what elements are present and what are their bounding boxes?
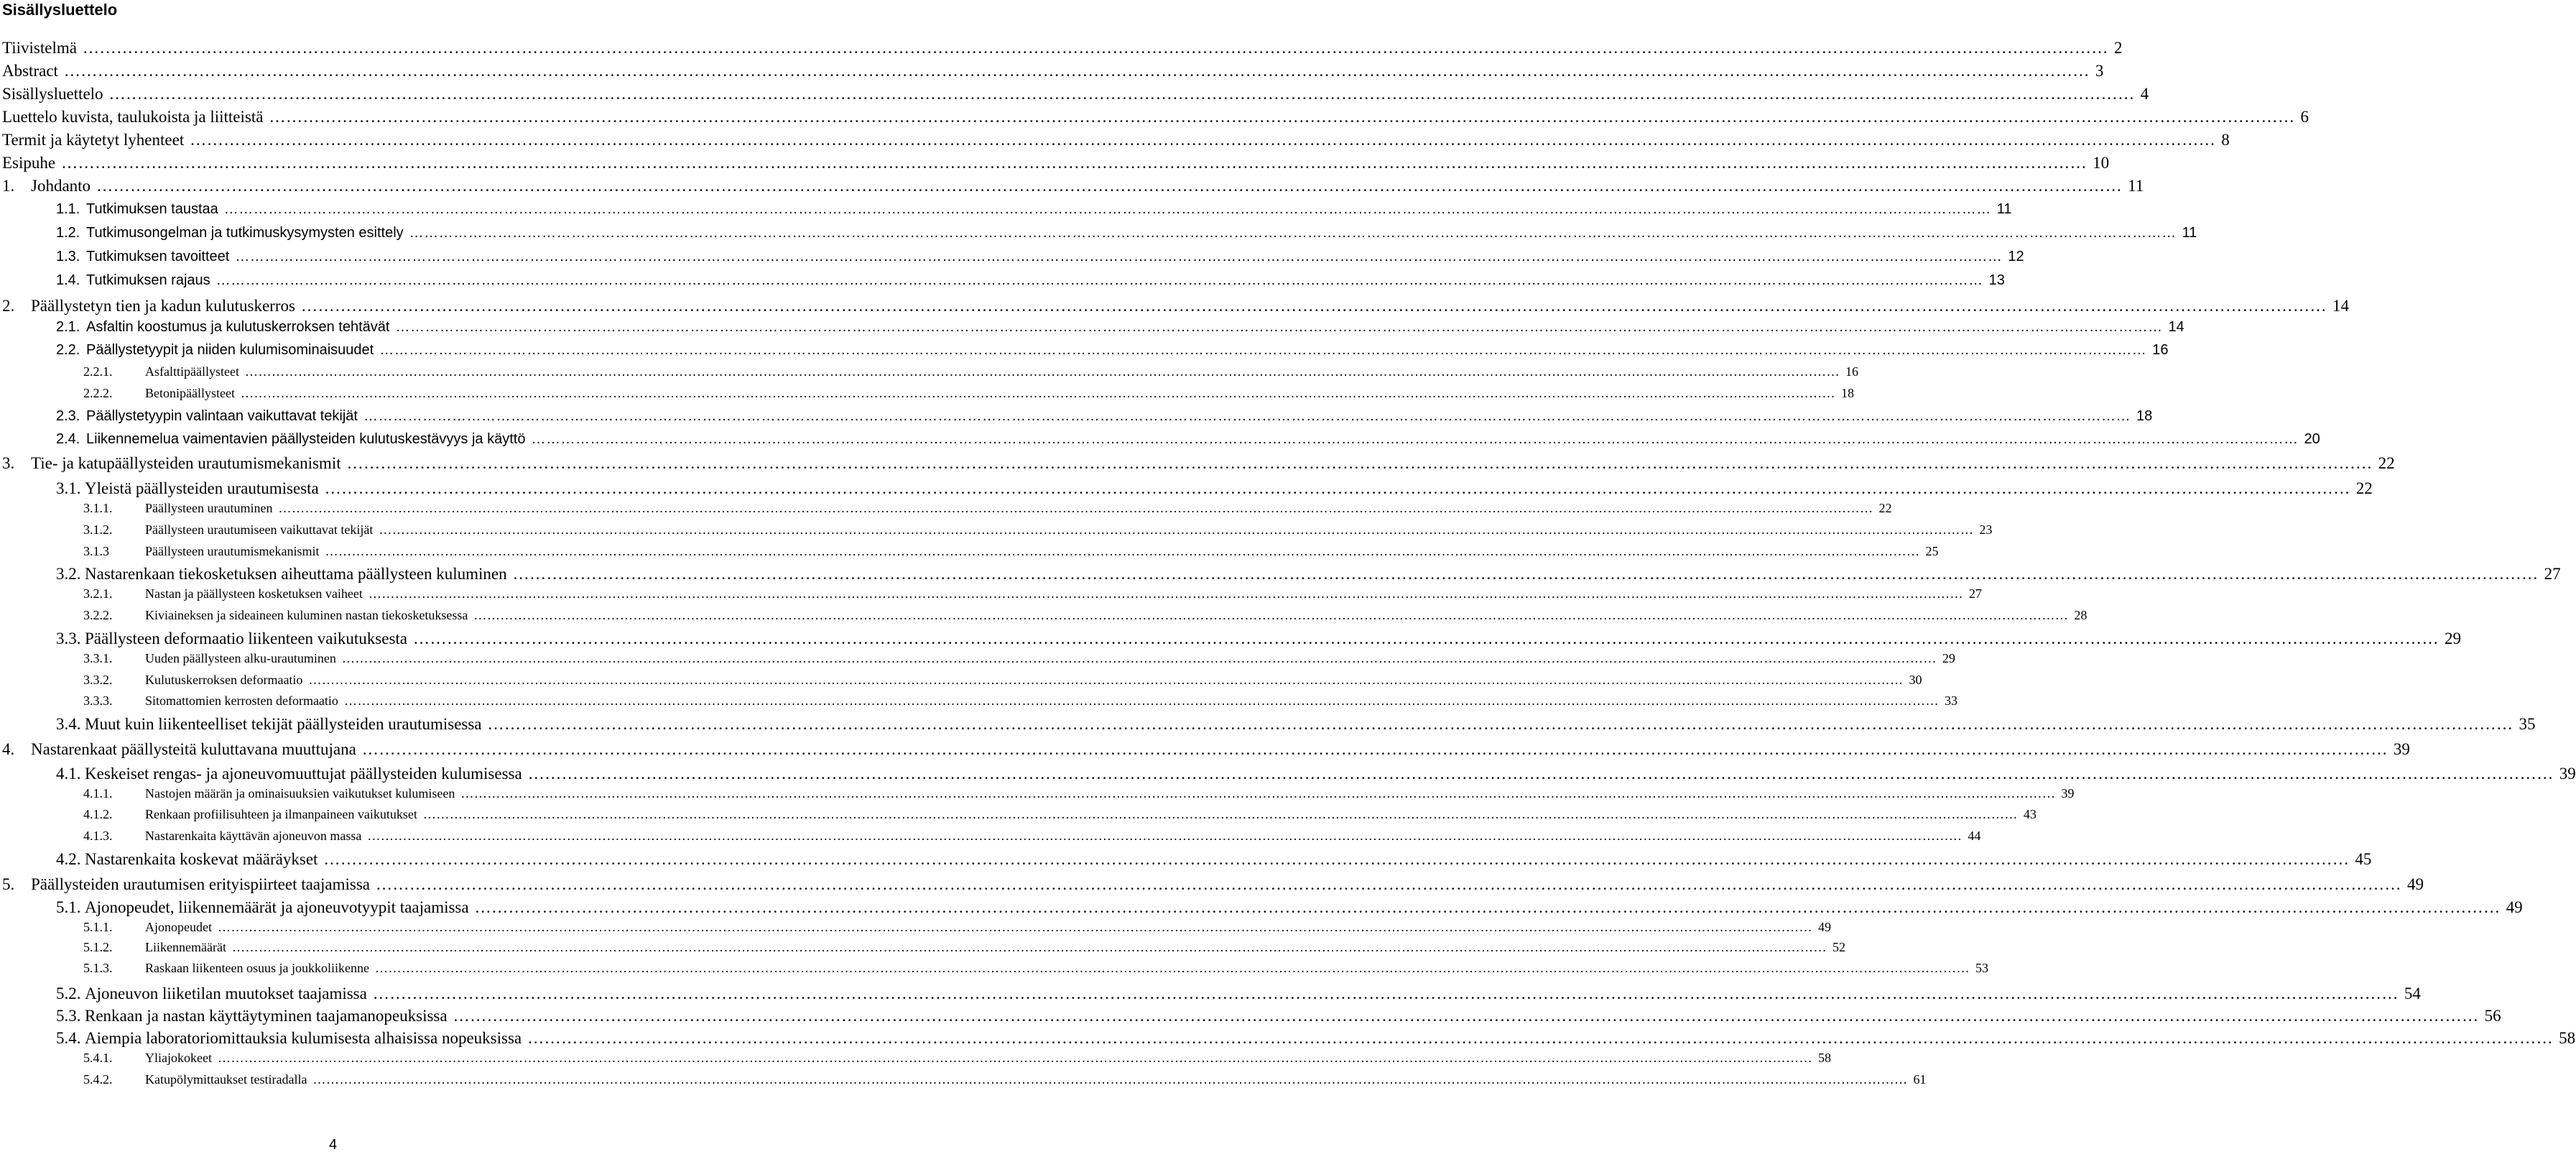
toc-dot-leader: ……………………………………………………………………………………………………………………………………………………………………………………………………………………………………………………………………………………………………………………………… (409, 225, 2177, 241)
toc-entry-page: 43 (2023, 807, 2037, 821)
toc-entry[interactable] (83, 786, 2075, 808)
toc-dot-leader: ……………………………………………………………………………………………………………………………………………………………………………………………………………………………………………………………………………………………………………………………… (324, 479, 2350, 497)
toc-dot-leader: ……………………………………………………………………………………………………………………………………………………………………………………………………………………………………………………………………………………………………………………………… (487, 715, 2514, 733)
toc-entry[interactable] (83, 651, 1955, 673)
toc-entry[interactable] (56, 479, 2373, 501)
toc-entry[interactable] (83, 940, 1845, 962)
toc-entry-number: 5.1.1. (83, 920, 113, 934)
toc-entry-page: 14 (2332, 297, 2349, 315)
toc-entry[interactable] (56, 225, 2197, 246)
toc-entry[interactable] (83, 673, 1922, 694)
toc-entry-number: 3.3.1. (83, 651, 113, 665)
toc-entry-number: 2.1. (56, 319, 80, 335)
toc-entry-number: 3.3.2. (83, 673, 113, 687)
toc-entry-number: 3.3. (56, 630, 81, 647)
toc-entry-title: Nastojen määrän ja ominaisuuksien vaikutukset kulumiseen (145, 786, 455, 801)
toc-heading: Sisällysluettelo (2, 1, 118, 19)
toc-entry[interactable] (56, 342, 2169, 364)
toc-entry-number: 3.1. (56, 479, 81, 497)
toc-entry-number: 2.2.1. (83, 364, 113, 379)
toc-entry-page: 27 (1968, 586, 1982, 601)
toc-entry-title: Päällysteiden urautumisen erityispiirteet taajamissa (31, 875, 371, 893)
toc-entry-number: 3.2. (56, 565, 81, 583)
toc-dot-leader: ……………………………………………………………………………………………………………………………………………………………………………………………………………………………………………………………………………………………………………………………… (308, 673, 1904, 687)
toc-entry-title: Kulutuskerroksen deformaatio (145, 673, 303, 687)
toc-entry-page: 12 (2008, 249, 2024, 264)
toc-entry[interactable] (56, 249, 2024, 270)
toc-entry-page: 28 (2074, 608, 2088, 622)
toc-entry-page: 11 (1996, 201, 2012, 217)
toc-entry-title: Nastarenkaan tiekosketuksen aiheuttama päällysteen kuluminen (85, 565, 507, 583)
toc-entry[interactable] (2, 454, 2395, 476)
toc-entry-number: 5.1.3. (83, 961, 113, 975)
toc-dot-leader: ……………………………………………………………………………………………………………………………………………………………………………………………………………………………………………………………………………………………………………………………… (346, 454, 2373, 472)
toc-entry-page: 49 (1817, 920, 1831, 934)
toc-dot-leader: ……………………………………………………………………………………………………………………………………………………………………………………………………………………………………………………………………………………………………………………………… (223, 201, 1991, 217)
toc-entry-page: 10 (2093, 154, 2110, 172)
toc-dot-leader: ……………………………………………………………………………………………………………………………………………………………………………………………………………………………………………………………………………………………………………………………… (312, 1072, 1908, 1087)
toc-entry-page: 29 (2445, 630, 2461, 647)
toc-entry-page: 16 (2152, 342, 2169, 358)
toc-entry-title: Liikennemäärät (145, 940, 226, 954)
toc-entry-page: 25 (1925, 544, 1939, 558)
toc-entry-page: 61 (1913, 1072, 1927, 1087)
toc-entry[interactable] (2, 131, 2230, 152)
toc-dot-leader: ……………………………………………………………………………………………………………………………………………………………………………………………………………………………………………………………………………………………………………………………… (61, 154, 2088, 172)
toc-entry[interactable] (56, 272, 2005, 294)
toc-entry-number: 5.4.1. (83, 1051, 113, 1065)
toc-entry-number: 5.3. (56, 1007, 81, 1025)
toc-entry-number: 3.2.2. (83, 608, 113, 622)
toc-entry-title: Nastarenkaat päällysteitä kuluttavana muuttujana (31, 740, 356, 758)
toc-entry-page: 2 (2113, 39, 2123, 57)
toc-dot-leader: ……………………………………………………………………………………………………………………………………………………………………………………………………………………………………………………………………………………………………………………………… (367, 829, 1963, 843)
toc-dot-leader: ……………………………………………………………………………………………………………………………………………………………………………………………………………………………………………………………………………………………………………………………… (341, 651, 1937, 665)
toc-entry-page: 52 (1832, 940, 1845, 954)
toc-dot-leader: ……………………………………………………………………………………………………………………………………………………………………………………………………………………………………………………………………………………………………………………………… (300, 297, 2327, 315)
toc-entry-page: 30 (1909, 673, 1922, 687)
toc-entry[interactable] (56, 1007, 2501, 1028)
toc-entry-title: Muut kuin liikenteelliset tekijät päällysteiden urautumisessa (85, 715, 482, 733)
toc-dot-leader: ……………………………………………………………………………………………………………………………………………………………………………………………………………………………………………………………………………………………………………………………… (217, 1051, 1812, 1065)
toc-entry[interactable] (56, 565, 2561, 586)
toc-entry-title: Yliajokokeet (145, 1051, 212, 1065)
toc-dot-leader: ……………………………………………………………………………………………………………………………………………………………………………………………………………………………………………………………………………………………………………………………… (374, 961, 1970, 975)
toc-entry-page: 54 (2404, 985, 2421, 1002)
toc-entry-page: 23 (1979, 522, 1993, 537)
toc-entry-page: 45 (2355, 850, 2372, 868)
toc-entry-title: Aiempia laboratoriomittauksia kulumisesta alhaisissa nopeuksissa (85, 1029, 522, 1047)
toc-entry-title: Sitomattomien kerrosten deformaatio (145, 693, 338, 708)
toc-dot-leader: ……………………………………………………………………………………………………………………………………………………………………………………………………………………………………………………………………………………………………………………………… (82, 39, 2108, 57)
toc-entry-page: 22 (1878, 501, 1892, 515)
toc-entry[interactable] (56, 1029, 2576, 1051)
toc-entry-title: Nastarenkaita käyttävän ajoneuvon massa (145, 829, 362, 843)
toc-dot-leader: ……………………………………………………………………………………………………………………………………………………………………………………………………………………………………………………………………………………………………………………………… (361, 740, 2388, 758)
toc-entry[interactable] (56, 715, 2536, 737)
toc-dot-leader: ……………………………………………………………………………………………………………………………………………………………………………………………………………………………………………………………………………………………………………………………… (216, 272, 1983, 288)
toc-entry-title: Päällystetyypin valintaan vaikuttavat tekijät (86, 408, 358, 424)
toc-dot-leader: ……………………………………………………………………………………………………………………………………………………………………………………………………………………………………………………………………………………………………………………………… (325, 544, 1920, 558)
toc-entry-number: 5.1.2. (83, 940, 113, 954)
toc-entry-title: Sisällysluettelo (2, 85, 103, 103)
toc-dot-leader: ……………………………………………………………………………………………………………………………………………………………………………………………………………………………………………………………………………………………………………………………… (108, 85, 2135, 103)
toc-entry-number: 1.3. (56, 249, 80, 264)
toc-entry[interactable] (56, 408, 2153, 430)
toc-entry[interactable] (83, 920, 1831, 941)
toc-entry[interactable] (2, 108, 2309, 129)
toc-entry[interactable] (2, 740, 2410, 762)
toc-entry-title: Abstract (2, 62, 58, 80)
toc-entry[interactable] (56, 201, 2012, 223)
toc-entry[interactable] (2, 39, 2123, 60)
toc-entry[interactable] (2, 297, 2349, 318)
toc-entry[interactable] (83, 829, 1981, 850)
toc-dot-leader: ……………………………………………………………………………………………………………………………………………………………………………………………………………………………………………………………………………………………………………………………… (527, 1029, 2554, 1047)
toc-entry-title: Johdanto (31, 177, 91, 195)
toc-entry-title: Nastarenkaita koskevat määräykset (85, 850, 318, 868)
toc-entry-title: Uuden päällysteen alku-urautuminen (145, 651, 336, 665)
toc-entry-title: Ajonopeudet, liikennemäärät ja ajoneuvotyypit taajamissa (85, 898, 469, 916)
toc-entry-number: 5.4.2. (83, 1072, 113, 1087)
toc-entry-title: Betonipäällysteet (145, 386, 235, 400)
toc-dot-leader: ……………………………………………………………………………………………………………………………………………………………………………………………………………………………………………………………………………………………………………………………… (372, 985, 2399, 1002)
toc-dot-leader: ……………………………………………………………………………………………………………………………………………………………………………………………………………………………………………………………………………………………………………………………… (231, 940, 1827, 954)
page-number: 4 (329, 1137, 338, 1153)
toc-entry-number: 2.4. (56, 431, 80, 447)
toc-entry-number: 1.1. (56, 201, 80, 217)
toc-entry-number: 3.1.3 (83, 544, 109, 558)
toc-entry[interactable] (56, 850, 2372, 872)
toc-entry-page: 22 (2355, 479, 2373, 497)
toc-entry-title: Yleistä päällysteiden urautumisesta (85, 479, 319, 497)
toc-entry-page: 27 (2544, 565, 2561, 583)
toc-entry-title: Keskeiset rengas- ja ajoneuvomuuttujat päällysteiden kulumisessa (85, 765, 522, 783)
toc-dot-leader: ……………………………………………………………………………………………………………………………………………………………………………………………………………………………………………………………………………………………………………………………… (379, 342, 2147, 358)
toc-entry-page: 22 (2378, 454, 2395, 472)
toc-entry[interactable] (83, 364, 1858, 386)
toc-entry[interactable] (56, 630, 2461, 651)
toc-dot-leader: ……………………………………………………………………………………………………………………………………………………………………………………………………………………………………………………………………………………………………………………………… (363, 408, 2131, 424)
toc-entry-page: 49 (2407, 875, 2424, 893)
toc-entry-page: 53 (1975, 961, 1988, 975)
toc-entry-page: 14 (2168, 319, 2184, 335)
toc-entry-title: Päällystetyypit ja niiden kulumisominaisuudet (86, 342, 374, 358)
toc-entry-number: 3.4. (56, 715, 81, 733)
toc-entry-number: 3. (2, 454, 15, 472)
toc-entry[interactable] (83, 501, 1892, 522)
toc-entry-number: 3.1.2. (83, 522, 113, 537)
toc-entry-title: Tie- ja katupäällysteiden urautumismekanismit (31, 454, 341, 472)
toc-entry-page: 4 (2140, 85, 2149, 103)
toc-entry-number: 2.2. (56, 342, 80, 358)
toc-entry[interactable] (56, 765, 2576, 786)
toc-entry-page: 11 (2128, 177, 2144, 195)
toc-dot-leader: ……………………………………………………………………………………………………………………………………………………………………………………………………………………………………………………………………………………………………………………………… (379, 522, 1974, 537)
toc-entry-title: Tutkimuksen rajaus (86, 272, 210, 288)
toc-entry[interactable] (83, 807, 2037, 829)
toc-entry-title: Asfaltin koostumus ja kulutuskerroksen tehtävät (86, 319, 390, 335)
toc-entry-title: Ajonopeudet (145, 920, 212, 934)
toc-entry[interactable] (2, 177, 2144, 198)
toc-entry-title: Tutkimusongelman ja tutkimuskysymysten esittely (86, 225, 404, 241)
toc-entry-page: 58 (1817, 1051, 1831, 1065)
toc-entry-number: 1.2. (56, 225, 80, 241)
toc-entry[interactable] (56, 431, 2320, 453)
toc-entry-page: 44 (1968, 829, 1981, 843)
toc-entry-title: Päällysteen urautumismekanismit (145, 544, 320, 558)
toc-entry-number: 5.2. (56, 985, 81, 1002)
toc-entry-title: Ajoneuvon liiketilan muutokset taajamissa (85, 985, 367, 1002)
toc-entry[interactable] (56, 985, 2421, 1006)
toc-entry-page: 33 (1944, 693, 1958, 708)
toc-entry-page: 18 (2136, 408, 2153, 424)
toc-entry-number: 2.2.2. (83, 386, 113, 400)
toc-entry-page: 3 (2095, 62, 2104, 80)
toc-entry-title: Nastan ja päällysteen kosketuksen vaiheet (145, 586, 363, 601)
toc-entry[interactable] (83, 608, 2088, 630)
toc-dot-leader: ……………………………………………………………………………………………………………………………………………………………………………………………………………………………………………………………………………………………………………………………… (368, 586, 1963, 601)
toc-entry-title: Päällystetyn tien ja kadun kulutuskerros (31, 297, 295, 315)
toc-entry-page: 39 (2559, 765, 2576, 783)
toc-dot-leader: ……………………………………………………………………………………………………………………………………………………………………………………………………………………………………………………………………………………………………………………………… (413, 630, 2439, 647)
toc-dot-leader: ……………………………………………………………………………………………………………………………………………………………………………………………………………………………………………………………………………………………………………………………… (63, 62, 2090, 80)
toc-entry-number: 4.1.1. (83, 786, 113, 801)
toc-entry-number: 4. (2, 740, 15, 758)
toc-entry-page: 6 (2300, 108, 2309, 126)
toc-dot-leader: ……………………………………………………………………………………………………………………………………………………………………………………………………………………………………………………………………………………………………………………………… (323, 850, 2350, 868)
toc-dot-leader: ……………………………………………………………………………………………………………………………………………………………………………………………………………………………………………………………………………………………………………………………… (217, 920, 1812, 934)
toc-dot-leader: ……………………………………………………………………………………………………………………………………………………………………………………………………………………………………………………………………………………………………………………………… (473, 608, 2069, 622)
toc-entry[interactable] (83, 386, 1854, 407)
toc-dot-leader: ……………………………………………………………………………………………………………………………………………………………………………………………………………………………………………………………………………………………………………………………… (240, 386, 1835, 400)
toc-entry-title: Tiivistelmä (2, 39, 77, 57)
toc-entry-number: 5.1. (56, 898, 81, 916)
toc-entry[interactable] (56, 898, 2523, 920)
toc-entry-number: 5.4. (56, 1029, 81, 1047)
toc-entry-title: Asfalttipäällysteet (145, 364, 239, 379)
toc-entry-page: 56 (2484, 1007, 2501, 1025)
toc-entry-number: 3.1.1. (83, 501, 113, 515)
toc-entry[interactable] (83, 693, 1958, 715)
toc-entry-number: 2. (2, 297, 15, 315)
toc-entry-title: Tutkimuksen taustaa (86, 201, 218, 217)
toc-entry-page: 20 (2304, 431, 2320, 447)
toc-entry-number: 4.1.2. (83, 807, 113, 821)
toc-entry-number: 1.4. (56, 272, 80, 288)
toc-entry-number: 4.1.3. (83, 829, 113, 843)
toc-entry-title: Päällysteen deformaatio liikenteen vaikutuksesta (85, 630, 407, 647)
toc-entry-page: 18 (1840, 386, 1854, 400)
toc-entry[interactable] (2, 85, 2149, 106)
toc-entry[interactable] (2, 62, 2104, 83)
toc-dot-leader: ……………………………………………………………………………………………………………………………………………………………………………………………………………………………………………………………………………………………………………………………… (343, 693, 1939, 708)
toc-entry-title: Termit ja käytetyt lyhenteet (2, 131, 185, 149)
toc-entry-title: Tutkimuksen tavoitteet (86, 249, 230, 264)
toc-entry-title: Esipuhe (2, 154, 56, 172)
toc-dot-leader: ……………………………………………………………………………………………………………………………………………………………………………………………………………………………………………………………………………………………………………………………… (527, 765, 2554, 783)
toc-entry-title: Päällysteen urautumiseen vaikuttavat tekijät (145, 522, 374, 537)
toc-dot-leader: ……………………………………………………………………………………………………………………………………………………………………………………………………………………………………………………………………………………………………………………………… (376, 875, 2402, 893)
toc-dot-leader: ……………………………………………………………………………………………………………………………………………………………………………………………………………………………………………………………………………………………………………………………… (460, 786, 2056, 801)
toc-dot-leader: ……………………………………………………………………………………………………………………………………………………………………………………………………………………………………………………………………………………………………………………………… (512, 565, 2539, 583)
toc-dot-leader: ……………………………………………………………………………………………………………………………………………………………………………………………………………………………………………………………………………………………………………………………… (395, 319, 2163, 335)
toc-entry-page: 29 (1942, 651, 1955, 665)
toc-entry[interactable] (83, 544, 1939, 566)
toc-entry-title: Kiviaineksen ja sideaineen kuluminen nastan tiekosketuksessa (145, 608, 468, 622)
toc-entry-number: 3.3.3. (83, 693, 113, 708)
toc-dot-leader: ……………………………………………………………………………………………………………………………………………………………………………………………………………………………………………………………………………………………………………………………… (422, 807, 2018, 821)
toc-entry[interactable] (83, 1072, 1927, 1094)
toc-entry[interactable] (83, 522, 1993, 544)
toc-entry-page: 58 (2559, 1029, 2576, 1047)
toc-entry-title: Raskaan liikenteen osuus ja joukkoliikenne (145, 961, 369, 975)
toc-dot-leader: ……………………………………………………………………………………………………………………………………………………………………………………………………………………………………………………………………………………………………………………………… (244, 364, 1840, 379)
toc-dot-leader: ……………………………………………………………………………………………………………………………………………………………………………………………………………………………………………………………………………………………………………………………… (278, 501, 1873, 515)
toc-dot-leader: ……………………………………………………………………………………………………………………………………………………………………………………………………………………………………………………………………………………………………………………………… (453, 1007, 2479, 1025)
toc-entry[interactable] (2, 154, 2110, 175)
toc-entry-number: 2.3. (56, 408, 80, 424)
toc-entry[interactable] (83, 1051, 1831, 1072)
toc-entry-page: 49 (2506, 898, 2523, 916)
toc-dot-leader: ……………………………………………………………………………………………………………………………………………………………………………………………………………………………………………………………………………………………………………………………… (474, 898, 2501, 916)
toc-entry-number: 5. (2, 875, 15, 893)
toc-entry-page: 39 (2393, 740, 2410, 758)
toc-entry-page: 8 (2221, 131, 2230, 149)
toc-entry-title: Renkaan ja nastan käyttäytyminen taajamanopeuksissa (85, 1007, 448, 1025)
toc-entry[interactable] (2, 875, 2424, 897)
toc-entry-title: Liikennemelua vaimentavien päällysteiden kulutuskestävyys ja käyttö (86, 431, 526, 447)
toc-entry-title: Luettelo kuvista, taulukoista ja liitteistä (2, 108, 264, 126)
toc-entry-page: 35 (2519, 715, 2536, 733)
toc-entry-page: 16 (1845, 364, 1858, 379)
toc-entry[interactable] (56, 319, 2184, 341)
toc-entry-number: 3.2.1. (83, 586, 113, 601)
toc-entry[interactable] (83, 586, 1982, 608)
toc-entry-number: 4.1. (56, 765, 81, 783)
toc-entry-page: 13 (1988, 272, 2005, 288)
toc-dot-leader: ……………………………………………………………………………………………………………………………………………………………………………………………………………………………………………………………………………………………………………………………… (235, 249, 2003, 264)
toc-dot-leader: ……………………………………………………………………………………………………………………………………………………………………………………………………………………………………………………………………………………………………………………………… (96, 177, 2123, 195)
toc-dot-leader: ……………………………………………………………………………………………………………………………………………………………………………………………………………………………………………………………………………………………………………………………… (531, 431, 2299, 447)
toc-entry-page: 11 (2182, 225, 2197, 241)
toc-dot-leader: ……………………………………………………………………………………………………………………………………………………………………………………………………………………………………………………………………………………………………………………………… (269, 108, 2295, 126)
toc-entry-page: 39 (2061, 786, 2075, 801)
toc-entry-title: Renkaan profiilisuhteen ja ilmanpaineen vaikutukset (145, 807, 417, 821)
toc-entry-number: 1. (2, 177, 15, 195)
toc-entry-number: 4.2. (56, 850, 81, 868)
toc-entry-title: Päällysteen urautuminen (145, 501, 273, 515)
toc-dot-leader: ……………………………………………………………………………………………………………………………………………………………………………………………………………………………………………………………………………………………………………………………… (190, 131, 2216, 149)
toc-entry[interactable] (83, 961, 1988, 982)
toc-entry-title: Katupölymittaukset testiradalla (145, 1072, 307, 1087)
